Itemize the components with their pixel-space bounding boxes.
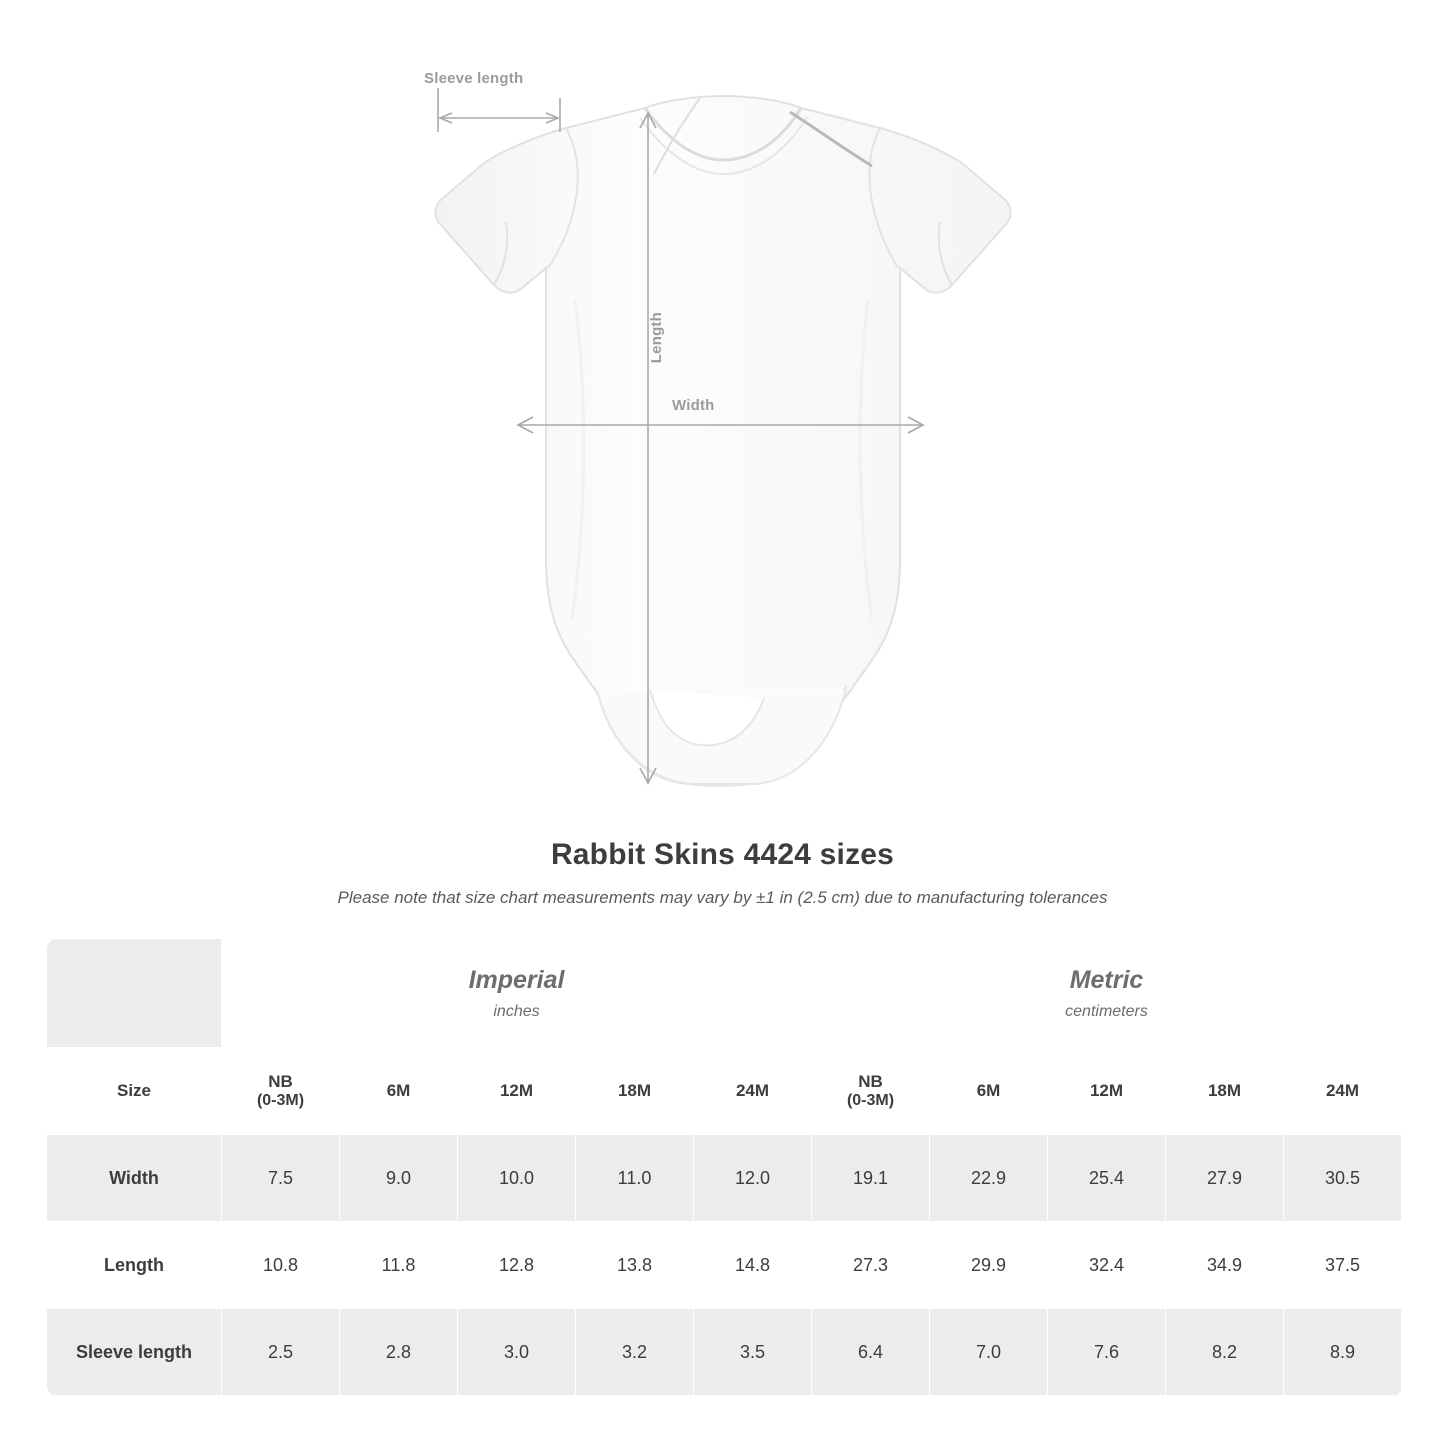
cell-sleeve-6m-in: 2.8: [340, 1309, 458, 1396]
cell-width-18m-cm: 27.9: [1166, 1135, 1284, 1222]
cell-width-nb-in: 7.5: [222, 1135, 340, 1222]
column-header-12m-metric: 12M: [1048, 1048, 1166, 1135]
size-table: [46, 938, 1402, 1396]
column-header-18m-metric: 18M: [1166, 1048, 1284, 1135]
cell-length-12m-in: 12.8: [458, 1222, 576, 1309]
cell-sleeve-18m-cm: 8.2: [1166, 1309, 1284, 1396]
title-block: [0, 838, 1445, 908]
cell-length-6m-cm: 29.9: [930, 1222, 1048, 1309]
width-label: Width: [672, 397, 715, 414]
row-label-width: Width: [47, 1135, 222, 1222]
size-label: NB: [858, 1072, 883, 1091]
cell-length-24m-in: 14.8: [694, 1222, 812, 1309]
row-label-length: Length: [47, 1222, 222, 1309]
cell-sleeve-18m-in: 3.2: [576, 1309, 694, 1396]
unit-group-metric-sub: centimeters: [1065, 1002, 1148, 1020]
cell-length-24m-cm: 37.5: [1284, 1222, 1402, 1309]
cell-sleeve-24m-in: 3.5: [694, 1309, 812, 1396]
cell-sleeve-nb-cm: 6.4: [812, 1309, 930, 1396]
cell-width-24m-in: 12.0: [694, 1135, 812, 1222]
cell-length-nb-cm: 27.3: [812, 1222, 930, 1309]
bodysuit-shape: [435, 96, 1010, 786]
cell-sleeve-12m-in: 3.0: [458, 1309, 576, 1396]
size-table-wrap: [46, 938, 1399, 1396]
table-row: [47, 1222, 1402, 1309]
size-header-row: [47, 1048, 1402, 1135]
unit-group-imperial-sub: inches: [493, 1002, 540, 1020]
cell-width-6m-in: 9.0: [340, 1135, 458, 1222]
unit-header-row: [47, 939, 1402, 1048]
length-label: Length: [648, 312, 665, 364]
column-header-nb-imperial: [222, 1048, 340, 1135]
table-row: [47, 1135, 1402, 1222]
column-header-12m-imperial: 12M: [458, 1048, 576, 1135]
tolerance-note: Please note that size chart measurements may vary by ±1 in (2.5 cm) due to manufacturing tolerances: [337, 888, 1108, 907]
row-label-sleeve-length: Sleeve length: [47, 1309, 222, 1396]
cell-length-nb-in: 10.8: [222, 1222, 340, 1309]
unit-group-imperial-name: Imperial: [468, 965, 565, 994]
unit-group-metric: [812, 939, 1402, 1048]
unit-group-metric-name: Metric: [1069, 965, 1144, 994]
column-header-24m-metric: 24M: [1284, 1048, 1402, 1135]
cell-length-12m-cm: 32.4: [1048, 1222, 1166, 1309]
column-header-6m-metric: 6M: [930, 1048, 1048, 1135]
page-title: Rabbit Skins 4424 sizes: [550, 838, 895, 871]
cell-width-24m-cm: 30.5: [1284, 1135, 1402, 1222]
column-header-6m-imperial: 6M: [340, 1048, 458, 1135]
cell-width-12m-cm: 25.4: [1048, 1135, 1166, 1222]
cell-length-18m-in: 13.8: [576, 1222, 694, 1309]
sleeve-length-label: Sleeve length: [424, 70, 524, 87]
cell-sleeve-12m-cm: 7.6: [1048, 1309, 1166, 1396]
cell-width-nb-cm: 19.1: [812, 1135, 930, 1222]
cell-width-18m-in: 11.0: [576, 1135, 694, 1222]
size-sublabel: (0-3M): [256, 1092, 305, 1109]
sleeve-length-dimension: [438, 88, 560, 132]
column-header-size: Size: [47, 1048, 222, 1135]
cell-width-12m-in: 10.0: [458, 1135, 576, 1222]
size-sublabel: (0-3M): [846, 1092, 895, 1109]
column-header-24m-imperial: 24M: [694, 1048, 812, 1135]
unit-corner-cell: [47, 939, 222, 1048]
cell-sleeve-6m-cm: 7.0: [930, 1309, 1048, 1396]
cell-sleeve-nb-in: 2.5: [222, 1309, 340, 1396]
column-header-18m-imperial: 18M: [576, 1048, 694, 1135]
unit-group-imperial: [222, 939, 812, 1048]
cell-length-18m-cm: 34.9: [1166, 1222, 1284, 1309]
cell-sleeve-24m-cm: 8.9: [1284, 1309, 1402, 1396]
cell-length-6m-in: 11.8: [340, 1222, 458, 1309]
table-row: [47, 1309, 1402, 1396]
cell-width-6m-cm: 22.9: [930, 1135, 1048, 1222]
column-header-nb-metric: [812, 1048, 930, 1135]
size-label: NB: [268, 1072, 293, 1091]
